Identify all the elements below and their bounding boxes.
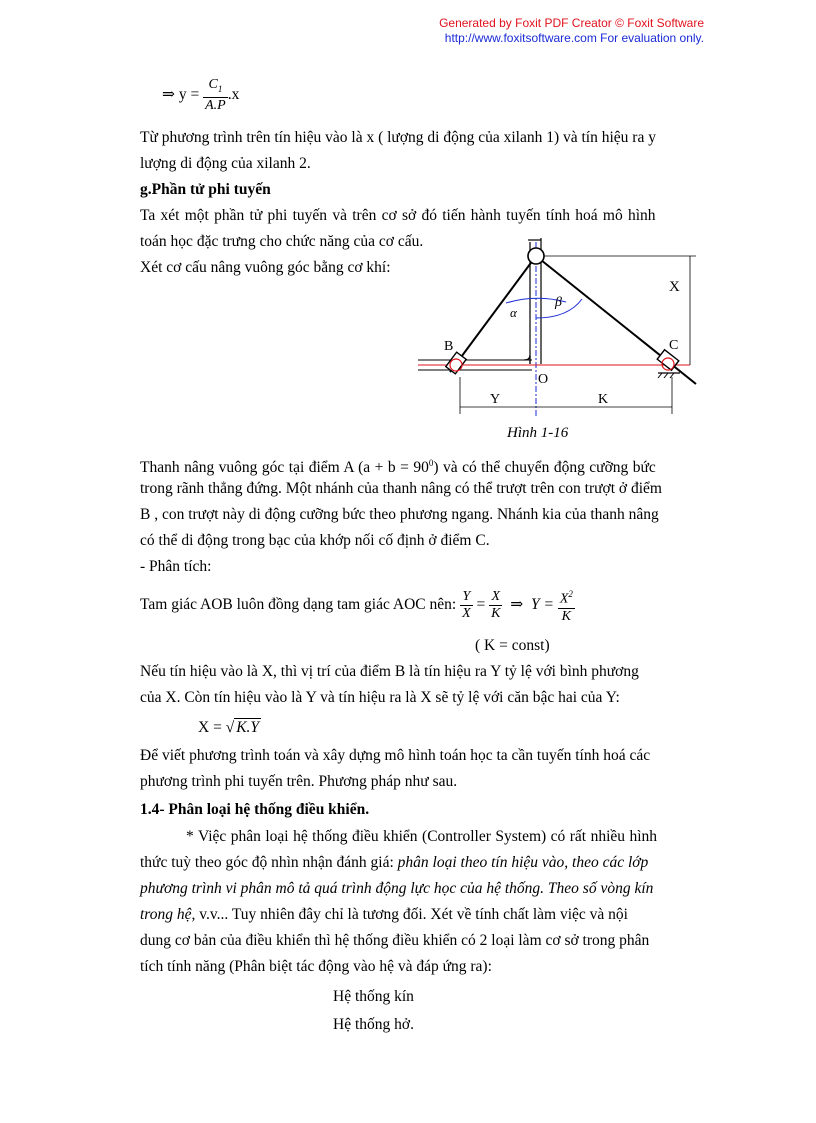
label-beta: β <box>555 295 562 310</box>
paragraph-5-line-1: Để viết phương trình toán và xây dựng mô hình toán học ta cần tuyến tính hoá các <box>140 747 651 764</box>
paragraph-3-line-4: có thể di động trong bạc của khớp nối cố định ở điểm C. <box>140 532 490 549</box>
fraction-X-over-K: $\frac{X}{K}$ <box>491 588 501 621</box>
formula-tail: .x <box>227 86 240 103</box>
paragraph-6-line-4: trong hệ, v.v... Tuy nhiên đây chỉ là tương đối. Xét về tính chất làm việc và nội <box>140 906 628 923</box>
figure-caption: Hình 1-16 <box>507 425 569 441</box>
paragraph-6-line-3: phương trình vi phân mô tả quá trình động lực học của hệ thống. Theo số vòng kín <box>140 880 654 897</box>
label-B: B <box>444 339 454 354</box>
implies-symbol-2: ⇒ <box>510 596 524 613</box>
paragraph-5-line-2: phương trình phi tuyến trên. Phương pháp như sau. <box>140 773 458 790</box>
pivot-A <box>528 248 544 264</box>
paragraph-6-line-1: * Việc phân loại hệ thống điều khiển (Controller System) có rất nhiều hình <box>186 828 658 845</box>
label-C: C <box>669 338 679 353</box>
paragraph-1-line-2: lượng di động của xilanh 2. <box>140 155 311 172</box>
label-K: K <box>598 392 609 407</box>
paragraph-6-line-6: tích tính năng (Phân biệt tác động vào hệ và đáp ứng ra): <box>140 958 492 975</box>
paragraph-2-line-2: toán học đặc trưng cho chức năng của cơ cấu. <box>140 233 424 250</box>
paragraph-3-line-3: B , con trượt này di động cưỡng bức theo phương ngang. Nhánh kia của thanh nâng <box>140 506 659 523</box>
paragraph-6-line-5: dung cơ bản của điều khiển thì hệ thống điều khiển có 2 loại làm cơ sở trong phân <box>140 932 650 949</box>
paragraph-2-line-3: Xét cơ cấu nâng vuông góc bằng cơ khí: <box>140 259 391 276</box>
watermark-line-1: Generated by Foxit PDF Creator © Foxit Software <box>439 16 704 30</box>
radical-symbol: √ <box>225 719 235 736</box>
fraction-Y-over-X: $\frac{Y}{X}$ <box>462 588 471 621</box>
paragraph-2-line-1: Ta xét một phần tử phi tuyến và trên cơ sở đó tiến hành tuyến tính hoá mô hình <box>140 207 656 224</box>
label-Y: Y <box>490 392 501 407</box>
formula-top <box>162 75 239 115</box>
sqrt-lhs: X = <box>198 719 222 736</box>
paragraph-3-line-2: trong rãnh thẳng đứng. Một nhánh của thanh nâng có thể trượt trên con trượt ở điểm <box>140 480 662 497</box>
fraction-numerator: $C_1$ <box>203 77 228 98</box>
system-type-open: Hệ thống hở. <box>333 1016 414 1033</box>
radicand: K.Y <box>236 719 260 736</box>
paragraph-4-line-1: Nếu tín hiệu vào là X, thì vị trí của điểm B là tín hiệu ra Y tỷ lệ với bình phương <box>140 663 639 680</box>
figure-1-16-diagram <box>410 232 710 444</box>
similar-triangles-text: Tam giác AOB luôn đồng dạng tam giác AOC nên: <box>140 596 457 613</box>
constant-note: ( K = const) <box>475 637 550 654</box>
paragraph-6-line-2: thức tuỳ theo góc độ nhìn nhận đánh giá: phân loại theo tín hiệu vào, theo các lớp <box>140 854 649 871</box>
fraction-denominator: A.P <box>205 97 226 113</box>
label-O: O <box>538 372 549 387</box>
heading-g: g.Phần tử phi tuyến <box>140 181 271 198</box>
equals-symbol: = <box>476 596 486 613</box>
system-type-closed: Hệ thống kín <box>333 988 414 1005</box>
arm-AB <box>450 256 536 372</box>
fraction-X2-over-K: $\frac{X^2}{K}$ <box>558 586 575 625</box>
formula-Y-lhs: Y = <box>530 596 554 613</box>
paragraph-3-line-1: Thanh nâng vuông góc tại điểm A $(a + b = 90^0)$ và có thể chuyển động cưỡng bức <box>140 458 656 477</box>
paragraph-3-line-5: - Phân tích: <box>140 558 212 575</box>
sqrt-formula <box>198 715 261 741</box>
similar-triangles-formula <box>140 585 575 625</box>
paragraph-4-line-2: của X. Còn tín hiệu vào là Y và tín hiệu ra là X sẽ tỷ lệ với căn bậc hai của Y: <box>140 689 620 706</box>
formula-fraction <box>203 77 228 114</box>
watermark-line-2: http://www.foxitsoftware.com For evaluation only. <box>444 31 704 45</box>
implies-symbol: ⇒ <box>162 86 175 103</box>
label-alpha: α <box>510 305 517 320</box>
heading-1-4: 1.4- Phân loại hệ thống điều khiển. <box>140 801 370 818</box>
label-X: X <box>669 279 680 295</box>
paragraph-1-line-1: Từ phương trình trên tín hiệu vào là x ( lượng di động của xilanh 1) và tín hiệu ra y <box>140 129 656 146</box>
formula-lhs: y = <box>178 86 200 103</box>
